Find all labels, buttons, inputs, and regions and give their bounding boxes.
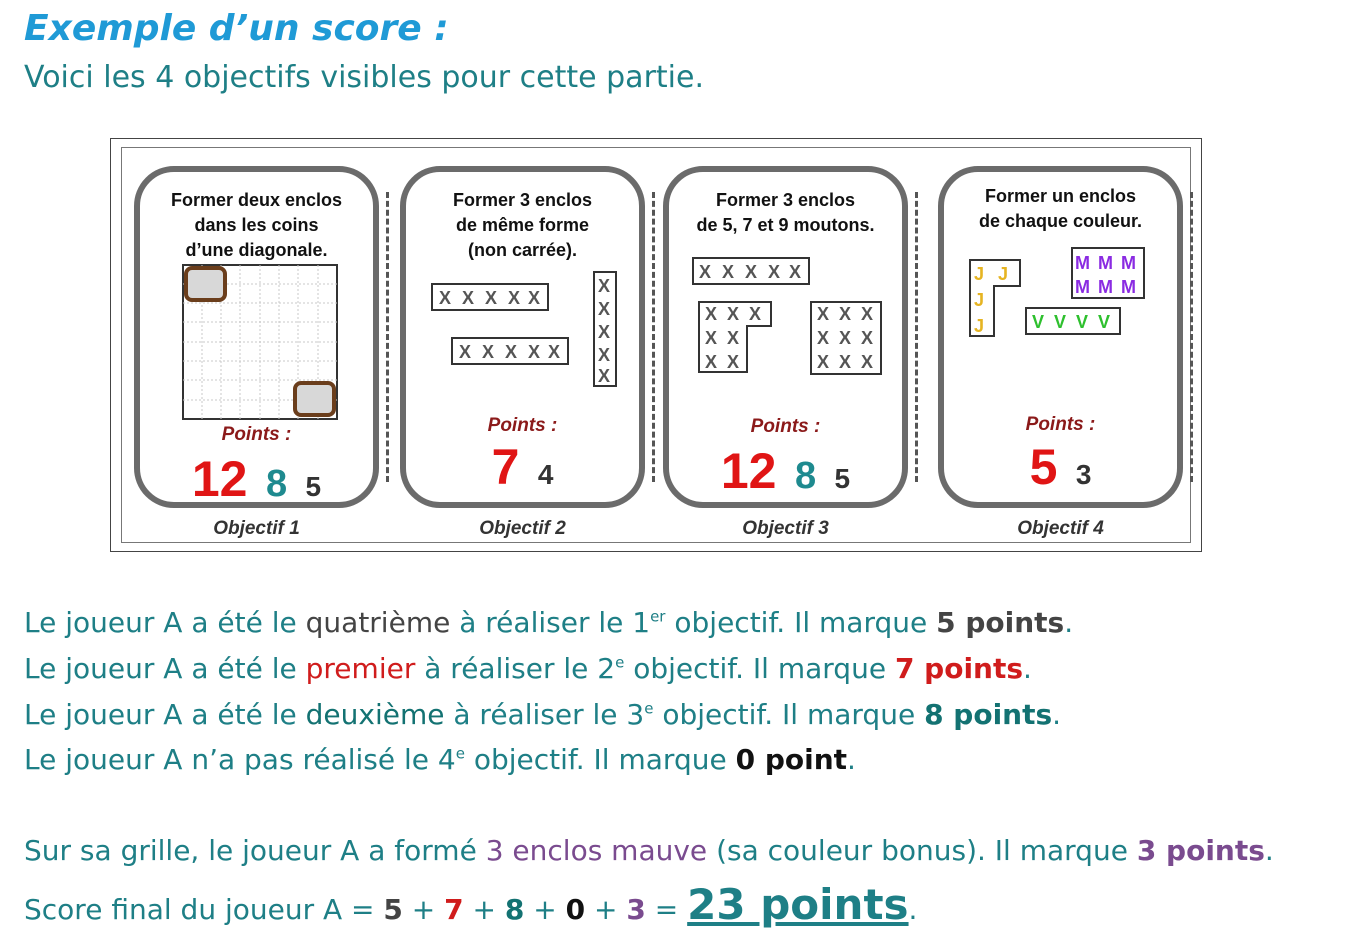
score-term: 7 — [444, 893, 464, 926]
text: (sa couleur bonus). Il marque — [707, 834, 1137, 867]
text: Le joueur A n’a pas réalisé le 4 — [24, 743, 456, 776]
diagonal-grid-illustration — [182, 264, 338, 420]
purple-m-mark: M — [1075, 253, 1090, 273]
rank-text: premier — [305, 652, 416, 685]
points-label: Points : — [1025, 414, 1096, 435]
objective-card-2 — [400, 166, 645, 508]
text: à réaliser le 1 — [450, 606, 651, 639]
ordinal-sup: e — [455, 744, 465, 763]
x-mark: X — [727, 352, 740, 372]
score-term: 0 — [565, 893, 586, 926]
points-label: Points : — [750, 416, 821, 437]
ordinal-sup: e — [644, 699, 654, 718]
text: . — [1264, 834, 1274, 867]
green-v-mark: V — [1098, 312, 1111, 332]
purple-m-mark: M — [1121, 277, 1136, 297]
text: . — [1064, 606, 1074, 639]
x-mark: X — [705, 328, 718, 348]
points-value: 0 point — [735, 743, 848, 776]
x-mark: X — [768, 262, 781, 282]
objective-card-1 — [134, 166, 379, 508]
plus: + — [524, 893, 566, 926]
text: . — [847, 743, 856, 776]
score-term: 3 — [626, 893, 646, 926]
x-mark: X — [598, 366, 611, 386]
card-line: de chaque couleur. — [978, 211, 1143, 231]
card-line: Former deux enclos — [170, 190, 343, 210]
explanation-line-2 — [24, 652, 1032, 685]
objectives-panel-inner — [121, 147, 1191, 543]
x-mark: X — [548, 342, 561, 362]
objective-4-text — [944, 184, 1177, 234]
final-total: 23 points — [687, 880, 909, 929]
objectives-panel — [110, 138, 1202, 552]
points-label: Points : — [221, 424, 292, 445]
points-value: 7 points — [894, 652, 1024, 685]
points-value: 8 points — [924, 698, 1053, 731]
score-second: 4 — [537, 459, 554, 490]
x-mark: X — [839, 304, 852, 324]
equals: = — [645, 893, 688, 926]
green-v-mark: V — [1032, 312, 1045, 332]
x-mark: X — [459, 342, 472, 362]
objective-1-text — [140, 188, 373, 263]
yellow-j-mark: J — [998, 264, 1009, 284]
x-mark: X — [439, 288, 452, 308]
score-third: 5 — [834, 463, 851, 494]
color-enclosures-illustration — [964, 246, 1164, 356]
text: . — [1023, 652, 1032, 685]
purple-m-mark: M — [1075, 277, 1090, 297]
x-mark: X — [861, 304, 874, 324]
x-mark: X — [817, 304, 830, 324]
objective-3-text — [669, 188, 902, 238]
points-value: 3 points — [1136, 834, 1265, 867]
text: objectif. Il marque — [624, 652, 895, 685]
objective-4-scores — [944, 438, 1177, 496]
objective-card-3 — [663, 166, 908, 508]
rank-text: quatrième — [305, 606, 451, 639]
text: objectif. Il marque — [653, 698, 925, 731]
objective-label-2: Objectif 2 — [479, 518, 566, 539]
ordinal-sup: e — [615, 653, 625, 672]
score-third: 5 — [305, 471, 322, 502]
card-line: de 5, 7 et 9 moutons. — [696, 215, 875, 235]
text: à réaliser le 3 — [444, 698, 645, 731]
score-second: 3 — [1075, 459, 1092, 490]
card-line: (non carrée). — [467, 240, 578, 260]
card-line: Former un enclos — [984, 186, 1137, 206]
score-term: 8 — [504, 893, 525, 926]
text: à réaliser le 2 — [415, 652, 616, 685]
score-first: 5 — [1029, 439, 1058, 495]
x-mark: X — [485, 288, 498, 308]
plus: + — [585, 893, 627, 926]
x-mark: X — [482, 342, 495, 362]
score-second: 8 — [794, 455, 817, 497]
card-line: de même forme — [455, 215, 590, 235]
objective-2-scores — [406, 438, 639, 496]
card-line: Former 3 enclos — [452, 190, 593, 210]
plus: + — [402, 893, 445, 926]
yellow-j-mark: J — [974, 264, 985, 284]
ordinal-sup: er — [650, 607, 666, 626]
x-mark: X — [705, 304, 718, 324]
card-line: dans les coins — [194, 215, 319, 235]
same-shape-illustration — [424, 268, 634, 392]
x-mark: X — [528, 288, 541, 308]
bonus-line — [24, 834, 1274, 867]
rank-text: deuxième — [305, 698, 445, 731]
x-mark: X — [749, 304, 762, 324]
sheep-count-illustration — [687, 250, 897, 378]
x-mark: X — [727, 304, 740, 324]
x-mark: X — [727, 328, 740, 348]
text: objectif. Il marque — [464, 743, 736, 776]
objective-label-3: Objectif 3 — [742, 518, 829, 539]
objective-card-4 — [938, 166, 1183, 508]
objective-label-1: Objectif 1 — [213, 518, 300, 539]
page-title: Exemple d’un score : — [24, 8, 449, 49]
text: Score final du joueur A = — [24, 893, 384, 926]
x-mark: X — [789, 262, 802, 282]
text: Sur sa grille, le joueur A a formé — [24, 834, 486, 867]
objective-label-4: Objectif 4 — [1017, 518, 1104, 539]
x-mark: X — [598, 345, 611, 365]
score-term: 5 — [383, 893, 403, 926]
final-score-line — [24, 880, 917, 929]
x-mark: X — [745, 262, 758, 282]
card-line: Former 3 enclos — [715, 190, 856, 210]
x-mark: X — [839, 352, 852, 372]
purple-m-mark: M — [1098, 253, 1113, 273]
text: . — [908, 893, 918, 926]
score-second: 8 — [265, 463, 288, 505]
page-subtitle: Voici les 4 objectifs visibles pour cette partie. — [24, 60, 704, 95]
x-mark: X — [705, 352, 718, 372]
x-mark: X — [861, 352, 874, 372]
x-mark: X — [861, 328, 874, 348]
objective-1-scores — [140, 450, 373, 508]
x-mark: X — [462, 288, 475, 308]
score-first: 12 — [720, 443, 777, 499]
text: . — [1052, 698, 1062, 731]
text: objectif. Il marque — [665, 606, 937, 639]
explanation-line-1 — [24, 606, 1073, 639]
points-label: Points : — [487, 415, 558, 436]
x-mark: X — [722, 262, 735, 282]
x-mark: X — [508, 288, 521, 308]
purple-m-mark: M — [1121, 253, 1136, 273]
x-mark: X — [598, 322, 611, 342]
objective-3-scores — [669, 442, 902, 500]
score-first: 12 — [191, 451, 248, 507]
score-first: 7 — [491, 439, 520, 495]
x-mark: X — [598, 276, 611, 296]
yellow-j-mark: J — [974, 290, 985, 310]
x-mark: X — [817, 328, 830, 348]
x-mark: X — [817, 352, 830, 372]
x-mark: X — [699, 262, 712, 282]
points-value: 5 points — [936, 606, 1065, 639]
card-line: d’une diagonale. — [185, 240, 328, 260]
x-mark: X — [839, 328, 852, 348]
objective-2-text — [406, 188, 639, 263]
bonus-text: 3 enclos mauve — [485, 834, 708, 867]
plus: + — [463, 893, 505, 926]
explanation-line-3 — [24, 698, 1061, 731]
x-mark: X — [528, 342, 541, 362]
green-v-mark: V — [1054, 312, 1067, 332]
yellow-j-mark: J — [974, 316, 985, 336]
text: Le joueur A a été le — [24, 698, 306, 731]
purple-m-mark: M — [1098, 277, 1113, 297]
explanation-line-4 — [24, 743, 856, 776]
text: Le joueur A a été le — [24, 652, 306, 685]
x-mark: X — [598, 299, 611, 319]
green-v-mark: V — [1076, 312, 1089, 332]
x-mark: X — [505, 342, 518, 362]
text: Le joueur A a été le — [24, 606, 306, 639]
